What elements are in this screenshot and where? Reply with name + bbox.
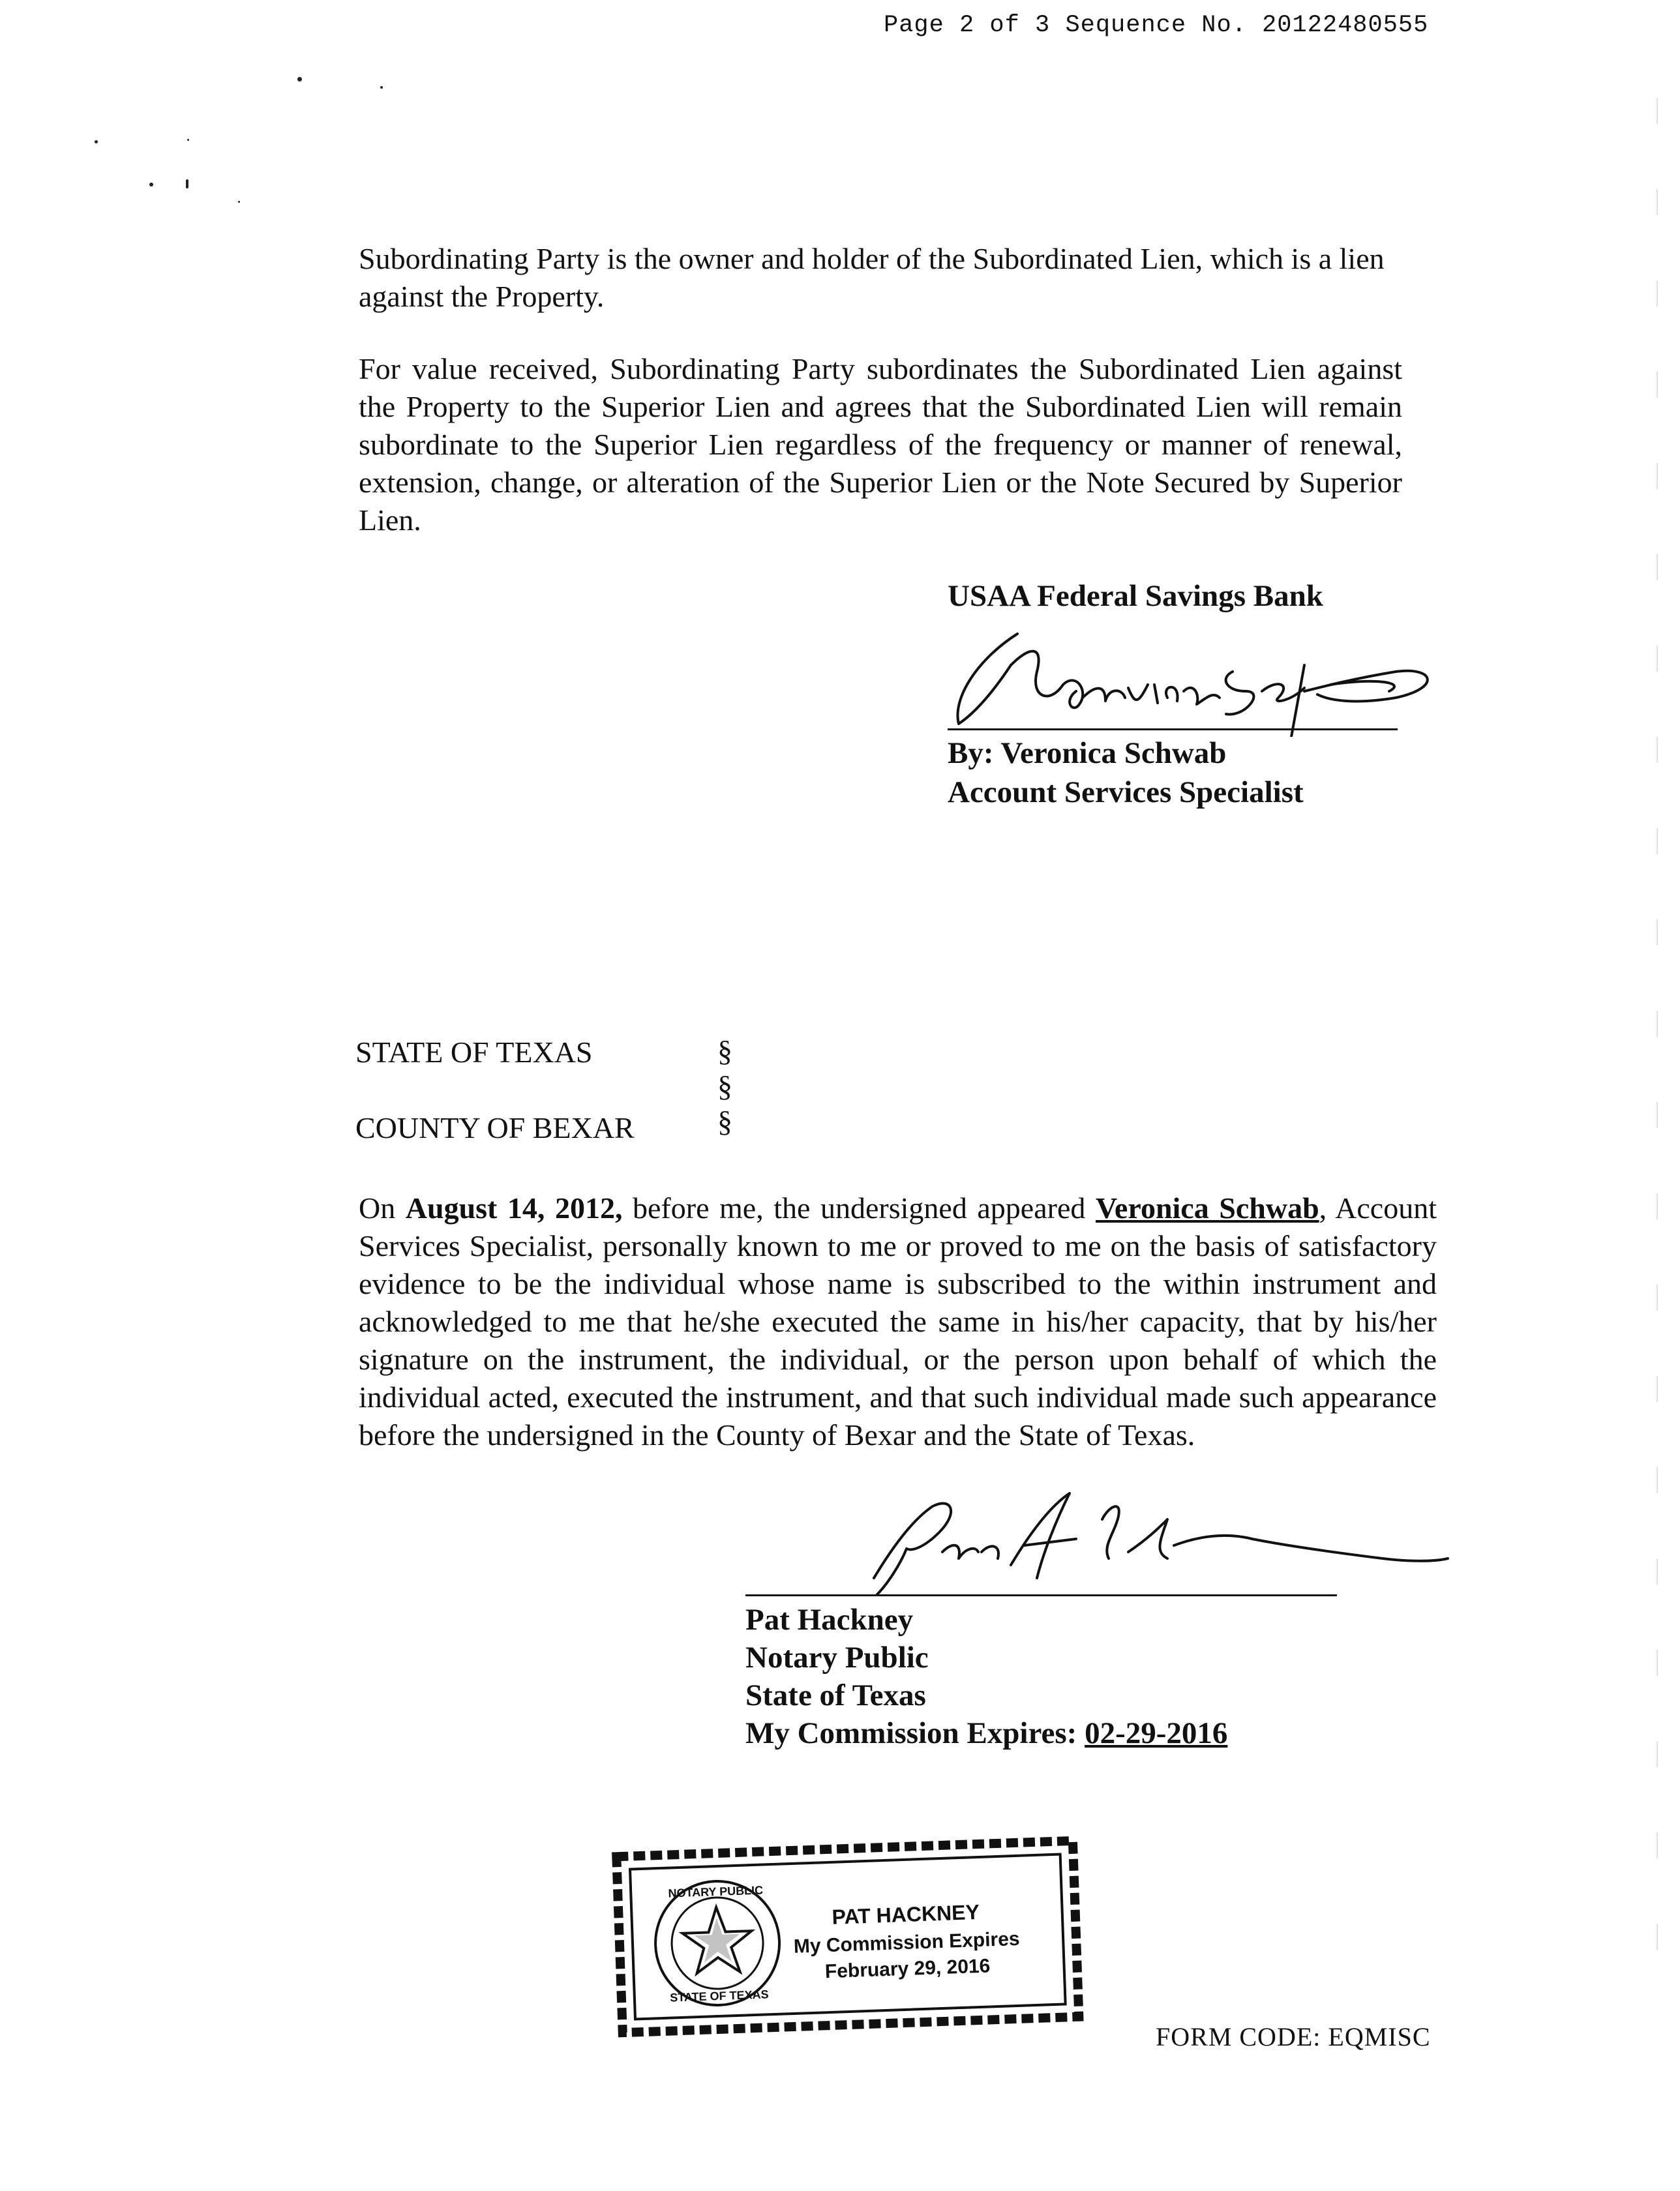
signer-title: Account Services Specialist [948, 775, 1304, 809]
ack-prefix: On [359, 1191, 406, 1225]
signed-by: By: Veronica Schwab [948, 736, 1227, 770]
notary-name: Pat Hackney [745, 1603, 914, 1637]
signature-line [948, 728, 1398, 730]
signature-pat-hackney [861, 1480, 1454, 1611]
section-symbol: § [717, 1069, 732, 1103]
scan-speck [380, 86, 383, 89]
bank-block [948, 577, 1323, 615]
ack-mid: before me, the undersigned appeared [622, 1191, 1096, 1225]
notary-block [745, 1601, 1227, 1752]
scan-edge-line [1657, 98, 1658, 1989]
commission-date: 02-29-2016 [1085, 1716, 1228, 1750]
paragraph-subordination: For value received, Subordinating Party subordinates the Subordinated Lien against the Property to the Superior Lien and agrees that the Subordinated Lien will remain subordinate to the Superior Lien regardless of the frequency or manner of renewal, extension, change, or alteration of the Superior Lien or the Note Secured by Superior Lien. [359, 352, 1402, 537]
section-symbol: § [717, 1105, 732, 1138]
seal-bottom-text: STATE OF TEXAS [669, 1988, 769, 2005]
paragraph-subordinated-lien: Subordinating Party is the owner and holder of the Subordinated Lien, which is a lien against the Property. [359, 242, 1385, 313]
form-code: FORM CODE: EQMISC [1156, 2022, 1431, 2051]
scan-speck [238, 201, 240, 203]
venue-state: STATE OF TEXAS [355, 1036, 593, 1069]
bank-name: USAA Federal Savings Bank [948, 579, 1323, 613]
ack-date: August 14, 2012, [405, 1191, 623, 1225]
notary-signature-line [745, 1594, 1337, 1596]
scan-speck [297, 77, 302, 82]
acknowledgment-paragraph [359, 1189, 1437, 1454]
commission-label: My Commission Expires: [745, 1716, 1085, 1750]
stamp-line3: February 29, 2016 [824, 1955, 991, 1983]
scan-speck [149, 183, 153, 186]
page-sequence-header: Page 2 of 3 Sequence No. 20122480555 [884, 12, 1429, 39]
scan-speck [95, 140, 98, 143]
ack-person: Veronica Schwab [1095, 1191, 1319, 1225]
signer-block [948, 734, 1304, 812]
venue-block [355, 1034, 635, 1147]
stamp-line2: My Commission Expires [793, 1928, 1021, 1958]
seal-top-text: NOTARY PUBLIC [668, 1883, 764, 1900]
scan-speck [187, 139, 189, 141]
notary-stamp [607, 1832, 1089, 2048]
notary-title: Notary Public [745, 1641, 929, 1675]
stamp-name: PAT HACKNEY [831, 1900, 980, 1929]
signature-veronica-schwab [939, 626, 1448, 737]
section-symbols [717, 1034, 732, 1139]
scan-speck [186, 179, 188, 188]
ack-rest: , Account Services Specialist, personally known to me or proved to me on the basis of satisfactory evidence to be the individual whose name is subscribed to the within instrument and acknowledged to me that he/she executed the same in his/her capacity, that by his/her signature on the instrument, the individual, or the person upon behalf of which the individual acted, executed the instrument, and that such individual made such appearance before the undersigned in the County of Bexar and the State of Texas. [359, 1191, 1437, 1452]
notary-state: State of Texas [745, 1678, 926, 1712]
venue-county: COUNTY OF BEXAR [355, 1111, 635, 1144]
notary-commission [745, 1714, 1227, 1752]
section-symbol: § [717, 1034, 732, 1067]
